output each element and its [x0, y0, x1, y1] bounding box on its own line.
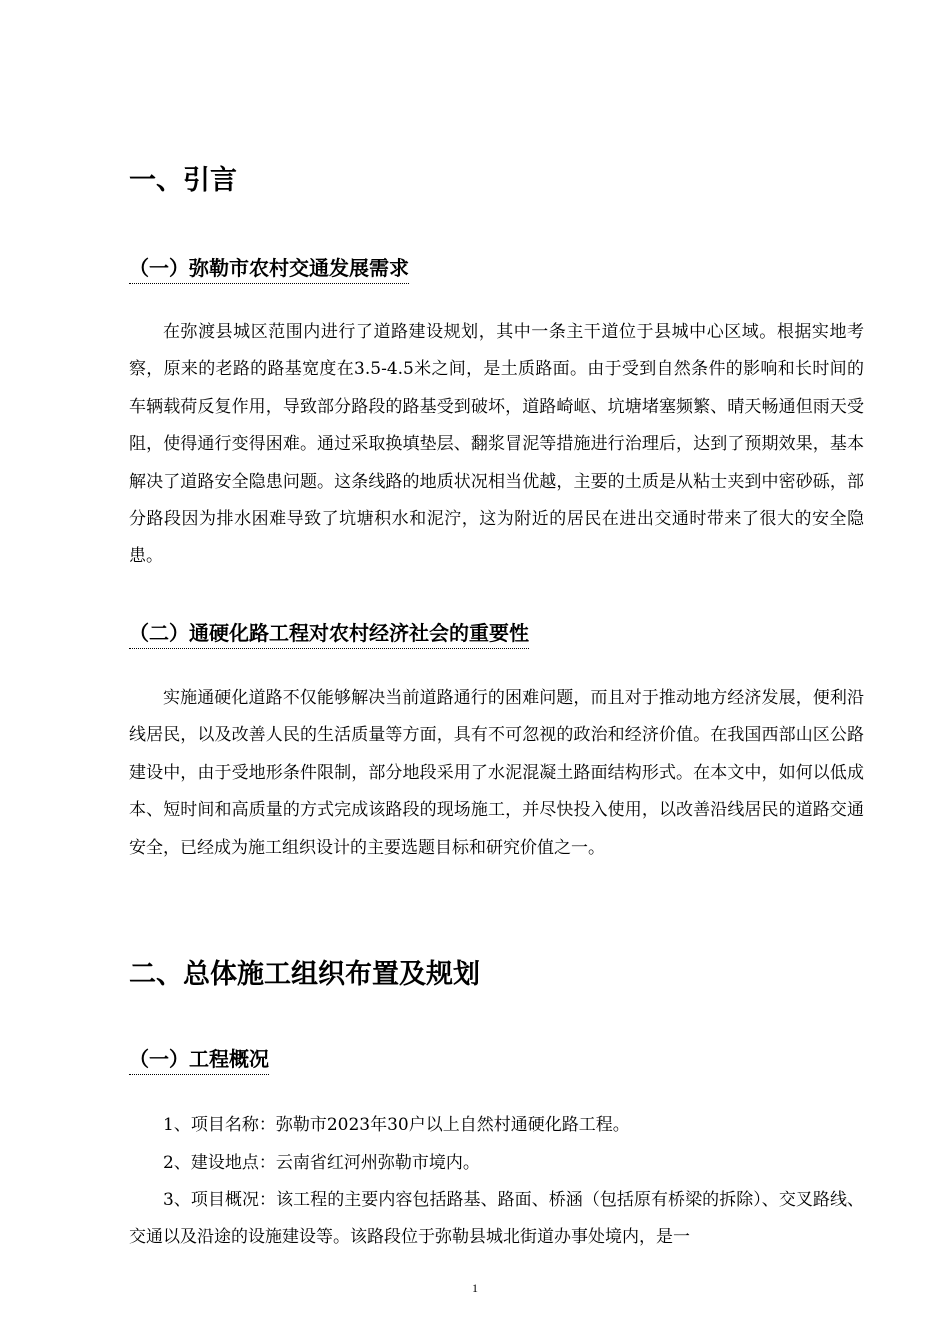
- project-item-name: 1、项目名称：弥勒市2023年30户以上自然村通硬化路工程。: [163, 1115, 630, 1135]
- page-number: 1: [472, 1281, 478, 1295]
- paragraph-importance: 实施通硬化道路不仅能够解决当前道路通行的困难问题，而且对于推动地方经济发展，便利沿线居民，以及改善人民的生活质量等方面，具有不可忽视的政治和经济价值。在我国西部山区公路建设中，由于受地形条件限制，部分地段采用了水泥混凝土路面结构形式。在本文中，如何以低成本、短时间和高质量的方式完成该路段的现场施工，并尽快投入使用，以改善沿线居民的道路交通安全，已经成为施工组织设计的主要选题目标和研究价值之一。: [129, 688, 864, 858]
- subsection-heading-transport-demand: （一）弥勒市农村交通发展需求: [129, 255, 409, 284]
- project-item-location: 2、建设地点：云南省红河州弥勒市境内。: [163, 1153, 480, 1173]
- section-heading-construction-organization: 二、总体施工组织布置及规划: [129, 959, 480, 990]
- project-item-overview: 3、项目概况：该工程的主要内容包括路基、路面、桥涵（包括原有桥梁的拆除）、交叉路线、交通以及沿途的设施建设等。该路段位于弥勒县城北街道办事处境内，是一: [129, 1190, 864, 1248]
- paragraph-transport-demand: 在弥渡县城区范围内进行了道路建设规划，其中一条主干道位于县城中心区域。根据实地考察，原来的老路的路基宽度在3.5-4.5米之间，是土质路面。由于受到自然条件的影响和长时间的车辆载荷反复作用，导致部分路段的路基受到破坏，道路崎岖、坑塘堵塞频繁、晴天畅通但雨天受阻，使得通行变得困难。通过采取换填垫层、翻浆冒泥等措施进行治理后，达到了预期效果，基本解决了道路安全隐患问题。这条线路的地质状况相当优越，主要的土质是从粘士夹到中密砂砾，部分路段因为排水困难导致了坑塘积水和泥泞，这为附近的居民在进出交通时带来了很大的安全隐患。: [129, 322, 864, 567]
- subsection-heading-project-overview: （一）工程概况: [129, 1046, 269, 1075]
- subsection-heading-importance: （二）通硬化路工程对农村经济社会的重要性: [129, 620, 529, 649]
- section-heading-introduction: 一、引言: [129, 165, 237, 196]
